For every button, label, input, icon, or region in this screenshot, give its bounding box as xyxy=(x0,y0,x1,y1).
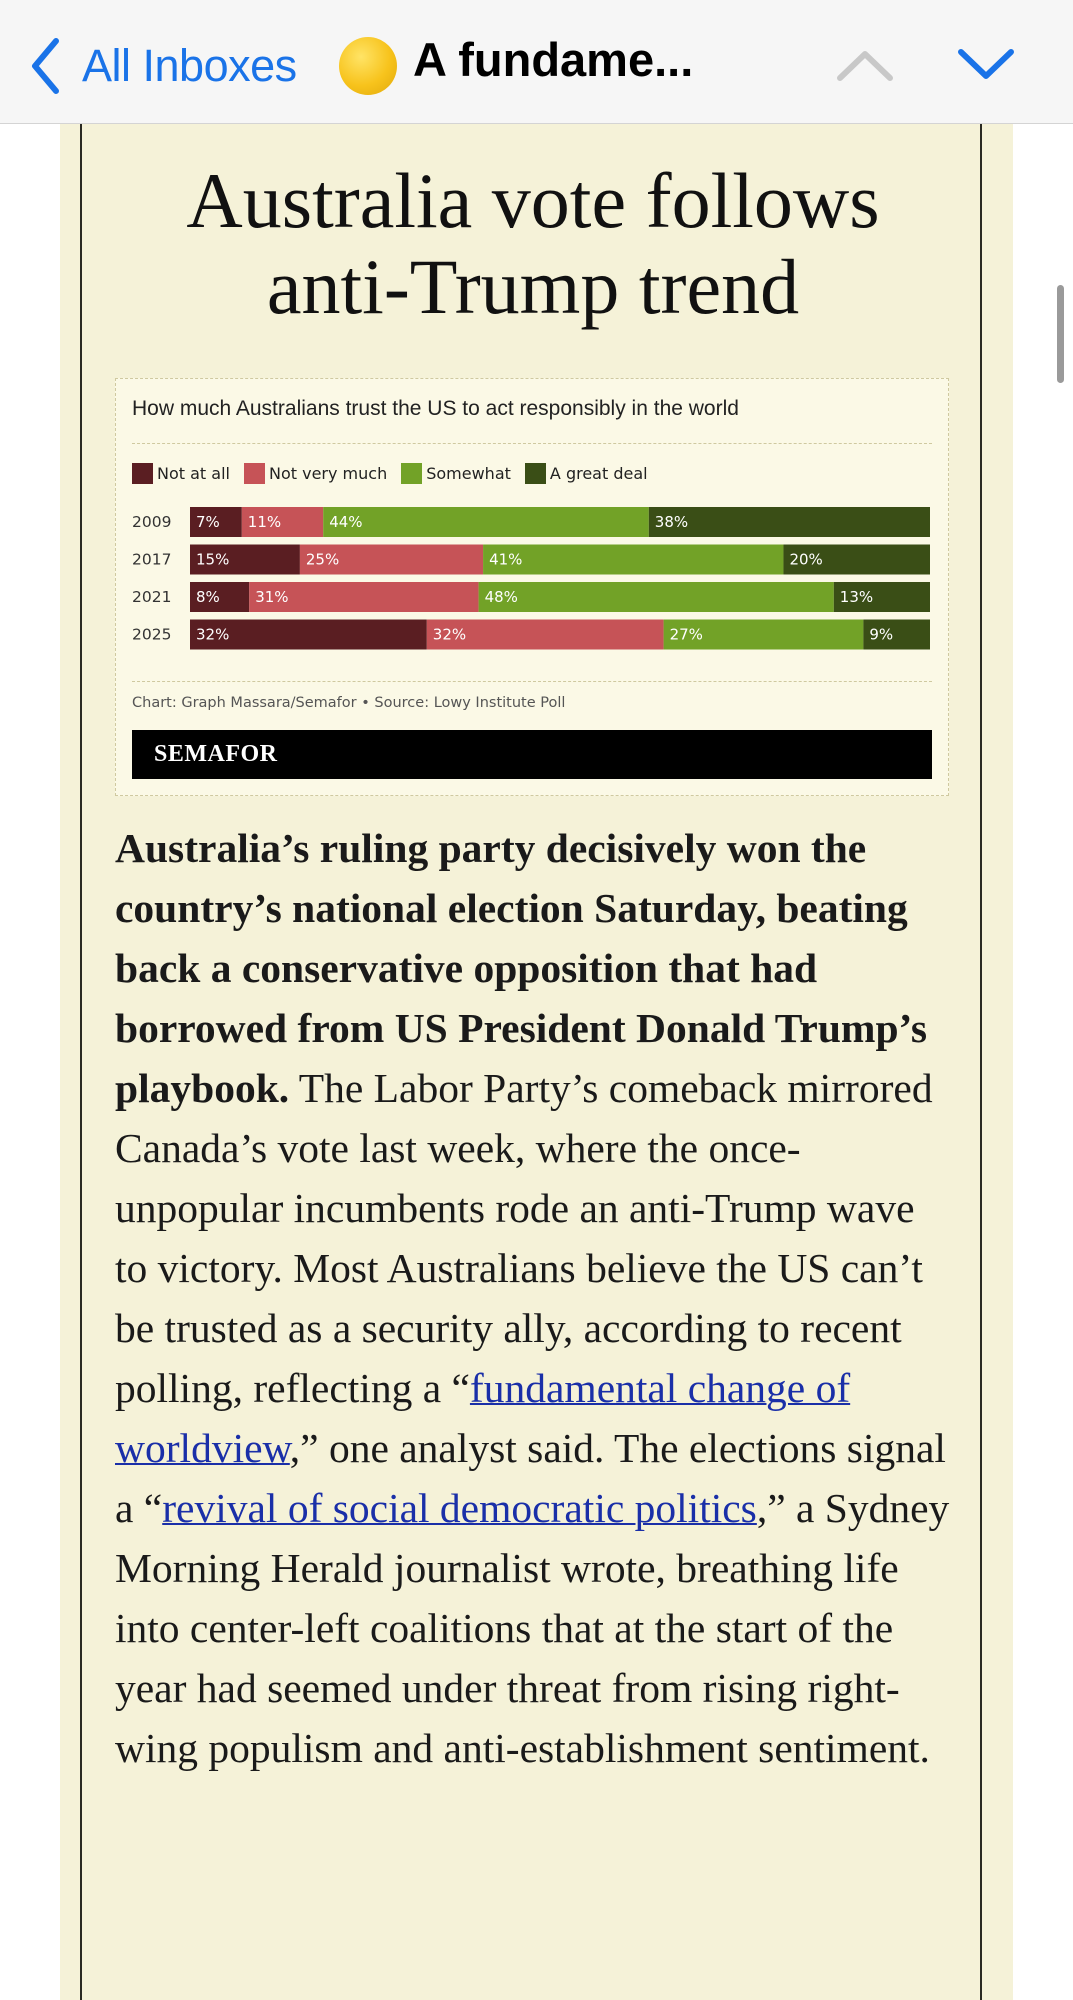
legend-swatch xyxy=(132,463,153,484)
legend-label: Somewhat xyxy=(426,464,511,483)
legend-label: A great deal xyxy=(549,464,648,483)
headline-line-2: anti-Trump trend xyxy=(266,243,800,330)
link-social-democratic-politics[interactable]: revival of social democratic politics xyxy=(162,1485,757,1531)
legend-label: Not at all xyxy=(157,464,230,483)
legend-swatch xyxy=(525,463,546,484)
bar-data-label: 48% xyxy=(484,588,518,606)
chevron-down-icon xyxy=(957,48,1015,82)
bar-data-label: 41% xyxy=(489,550,523,569)
bar-data-label: 20% xyxy=(789,550,823,569)
legend-label: Not very much xyxy=(268,464,388,483)
bar-data-label: 25% xyxy=(305,550,340,569)
bar-data-label: 38% xyxy=(654,513,689,531)
back-label: All Inboxes xyxy=(82,40,297,91)
previous-email-button[interactable] xyxy=(836,48,894,87)
bar-data-label: 44% xyxy=(329,513,363,531)
bar-segment xyxy=(323,507,649,537)
legend-item xyxy=(401,463,511,484)
bar-data-label: 15% xyxy=(196,550,230,569)
category-label: 2021 xyxy=(132,588,172,606)
scrollbar[interactable] xyxy=(1057,285,1064,383)
chart-source: Chart: Graph Massara/Semafor • Source: Lowy Institute Poll xyxy=(132,695,566,711)
category-label: 2025 xyxy=(132,625,172,644)
yellow-circle-emoji-icon xyxy=(339,37,397,95)
article-headline xyxy=(82,158,984,330)
legend-item xyxy=(244,463,387,484)
bar-segment xyxy=(483,545,783,575)
chevron-left-icon xyxy=(30,37,60,95)
bar-data-label: 8% xyxy=(196,588,220,606)
article-text-3: ,” a Sydney Morning Herald journalist wrote, breathing life into center-left coalitions that at the start of the year had seemed under threat from rising right-wing populism and anti-establishment sentiment. xyxy=(115,1485,950,1771)
article-body xyxy=(115,818,955,1778)
bar-segment xyxy=(649,507,930,537)
legend-swatch xyxy=(244,463,265,484)
link-fundamental-change[interactable]: fundamental change of worldview xyxy=(115,1365,851,1471)
chart-divider xyxy=(132,443,932,444)
bar-segment xyxy=(479,582,834,612)
chart-divider xyxy=(132,681,932,682)
bar-data-label: 27% xyxy=(669,625,703,644)
stacked-bar-chart xyxy=(132,503,932,653)
chart-legend xyxy=(132,463,662,484)
article-text-2: ,” one analyst said. The elections signal a “ xyxy=(115,1425,946,1531)
bar-data-label: 32% xyxy=(196,625,230,644)
semafor-logo: SEMAFOR xyxy=(154,741,278,767)
email-nav-bar xyxy=(0,0,1073,124)
bar-data-label: 7% xyxy=(196,513,220,531)
headline-line-1: Australia vote follows xyxy=(186,157,880,244)
category-label: 2009 xyxy=(132,513,172,531)
back-to-inboxes-button[interactable] xyxy=(30,34,297,98)
bar-data-label: 32% xyxy=(432,625,467,644)
legend-item xyxy=(525,463,648,484)
article-lead: Australia’s ruling party decisively won the country’s national election Saturday, beating back a conservative opposition that had borrowed from US President Donald Trump’s playbook. xyxy=(115,825,927,1111)
legend-item xyxy=(132,463,230,484)
email-subject-title: A fundame... xyxy=(413,33,694,86)
next-email-button[interactable] xyxy=(957,48,1015,87)
chart-container xyxy=(115,378,949,796)
bar-data-label: 11% xyxy=(247,513,282,531)
article-text-1: The Labor Party’s comeback mirrored Canada’s vote last week, where the once-unpopular incumbents rode an anti-Trump wave to victory. Most Australians believe the US can’t be trusted as a security ally, according to recent polling, reflecting a “ xyxy=(115,1065,933,1411)
bar-data-label: 31% xyxy=(255,588,289,606)
category-label: 2017 xyxy=(132,550,172,569)
bar-data-label: 9% xyxy=(869,625,894,644)
chevron-up-icon xyxy=(836,48,894,82)
bar-data-label: 13% xyxy=(839,588,874,606)
semafor-brand-bar xyxy=(132,730,932,779)
legend-swatch xyxy=(401,463,422,484)
chart-title: How much Australians trust the US to act responsibly in the world xyxy=(132,397,739,420)
